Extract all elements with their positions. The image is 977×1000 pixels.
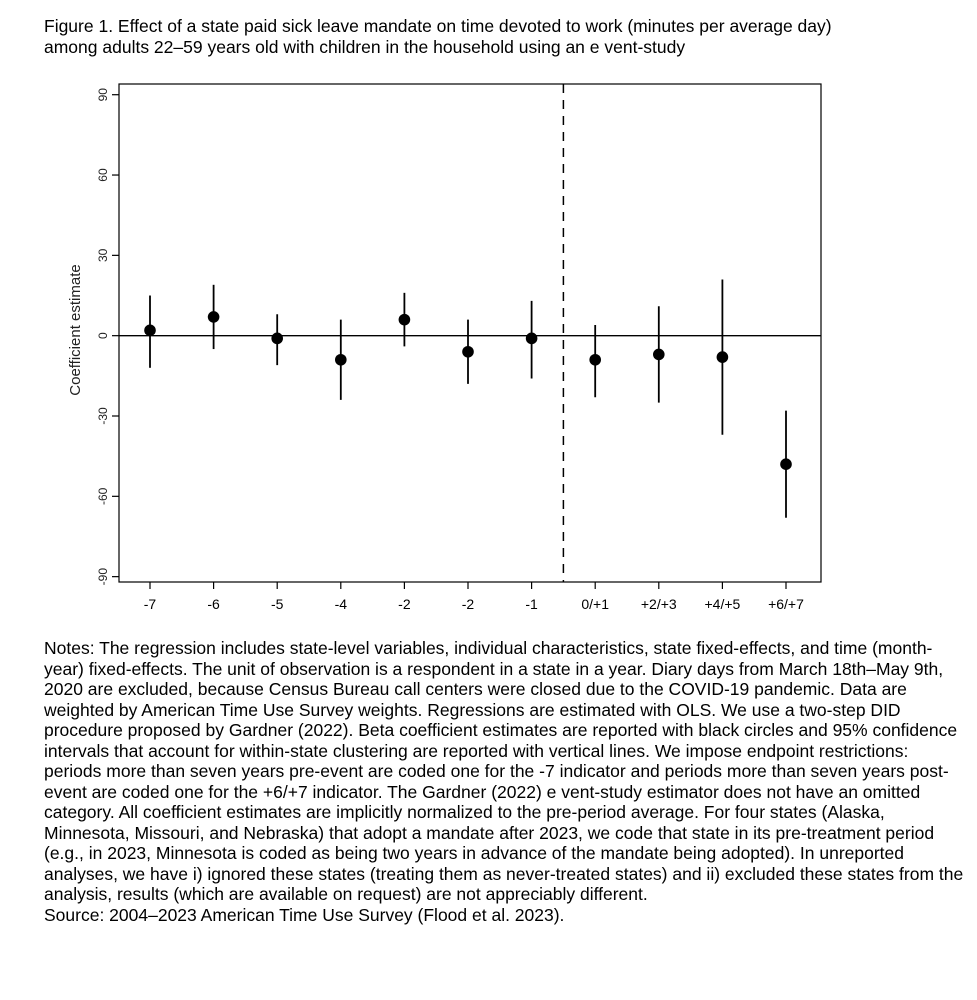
estimate-point — [526, 333, 538, 345]
estimate-point — [653, 349, 665, 361]
x-tick-label: +6/+7 — [768, 596, 804, 612]
x-tick-label: -5 — [270, 596, 284, 612]
x-tick-label: -7 — [143, 596, 157, 612]
y-tick-label: 0 — [96, 332, 111, 340]
estimate-point — [144, 325, 156, 337]
estimate-point — [717, 351, 729, 363]
x-tick-label: 0/+1 — [581, 596, 610, 612]
y-axis-title: Coefficient estimate — [67, 264, 84, 396]
y-tick-label: 60 — [96, 168, 111, 182]
estimate-point — [271, 333, 283, 345]
x-tick-label: +4/+5 — [704, 596, 741, 612]
estimate-point — [462, 346, 474, 358]
y-tick-label: 30 — [96, 248, 111, 263]
estimate-point — [589, 354, 601, 366]
x-tick-label: -4 — [334, 596, 348, 612]
x-tick-label: +2/+3 — [640, 596, 677, 612]
figure-notes — [44, 638, 964, 925]
x-tick-label: -2 — [461, 596, 475, 612]
plot-frame — [119, 84, 821, 582]
source-text: Source: 2004–2023 American Time Use Survey (Flood et al. 2023). — [44, 904, 565, 925]
figure-title-line-1: Figure 1. Effect of a state paid sick leave mandate on time devoted to work (minutes per average day) — [44, 16, 832, 36]
y-tick-label: -60 — [96, 487, 111, 505]
x-tick-label: -2 — [398, 596, 411, 612]
figure-title-line-2: among adults 22–59 years old with children in the household using an e vent-study — [44, 37, 686, 57]
y-tick-label: -90 — [96, 567, 111, 586]
estimate-point — [780, 458, 792, 470]
y-tick-label: -30 — [96, 407, 111, 425]
x-tick-label: -6 — [207, 596, 220, 612]
estimate-point — [208, 311, 220, 323]
estimate-point — [335, 354, 347, 366]
y-tick-label: 90 — [96, 88, 111, 102]
notes-text: Notes: The regression includes state-level variables, individual characteristics, state fixed-effects, and time (month-year) fixed-effects. The unit of observation is a respondent in a state in a year. Diary days from March 18th–May 9th, 2020 are excluded, because Census Bureau call centers were closed due to the COVID-19 pandemic. Data are weighted by American Time Use Survey weights. Regressions are estimated with OLS. We use a two-step DID procedure proposed by Gardner (2022). Beta coefficient estimates are reported with black circles and 95% confidence intervals that account for within-state clustering are reported with vertical lines. We impose endpoint restrictions: periods more than seven years pre-event are coded one for the -7 indicator and periods more than seven years post-event are coded one for the +6/+7 indicator. The Gardner (2022) e vent-study estimator does not have an omitted category. All coefficient estimates are implicitly normalized to the pre-period average. For four states (Alaska, Minnesota, Missouri, and Nebraska) that adopt a mandate after 2023, we code that state in its pre-treatment period (e.g., in 2023, Minnesota is coded as being two years in advance of the mandate being adopted). In unreported analyses, we have i) ignored these states (treating them as never-treated states) and ii) excluded these states from the analysis, results (which are available on request) are not appreciably different. — [44, 638, 964, 904]
x-tick-label: -1 — [525, 596, 538, 612]
estimate-point — [399, 314, 411, 326]
